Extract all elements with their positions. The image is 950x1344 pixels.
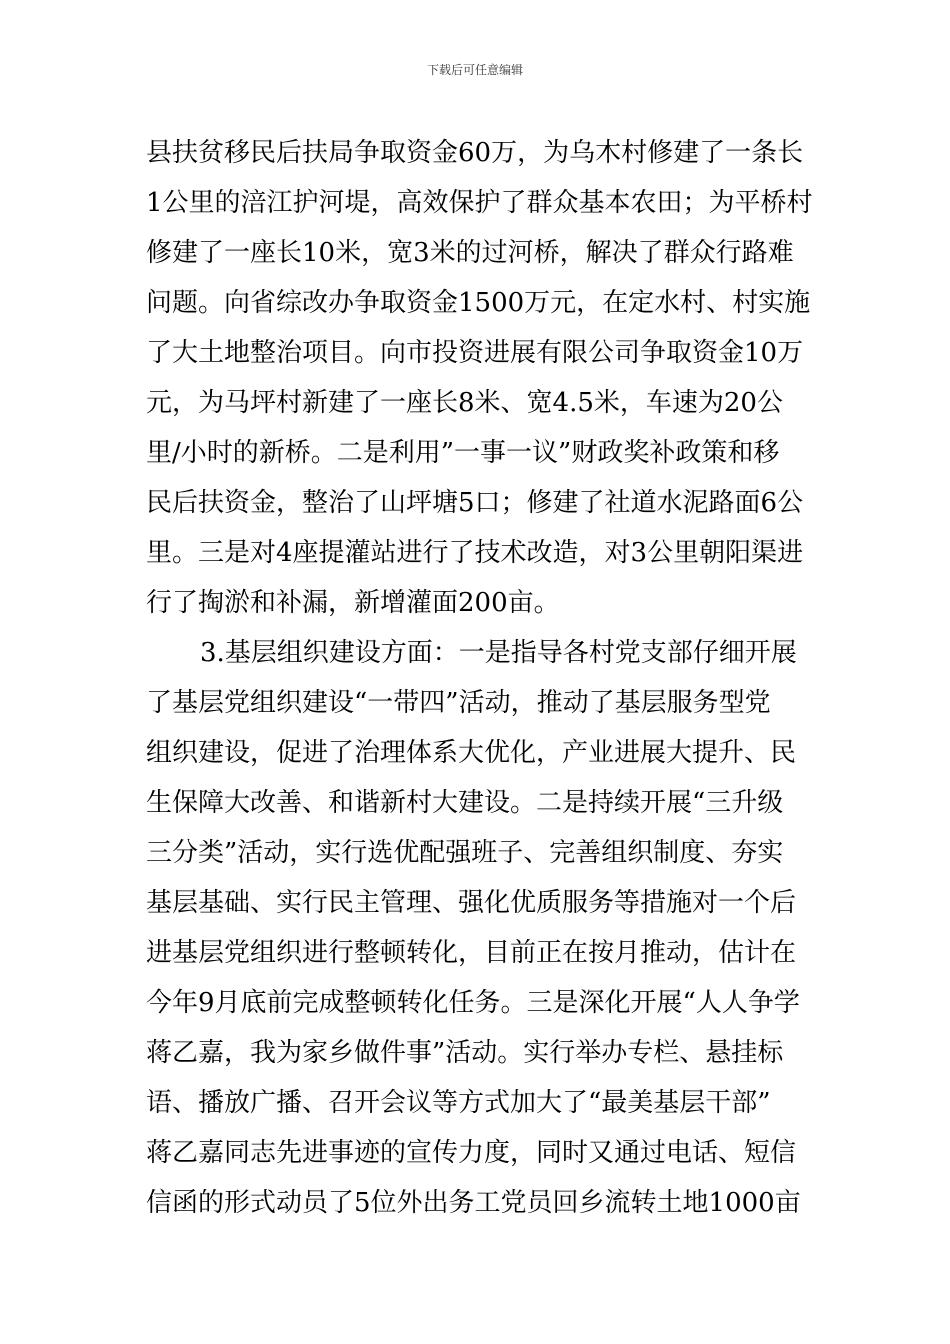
text-line: 今年9月底前完成整顿转化任务。三是深化开展“人人争学 [146,988,800,1018]
text-line: 组织建设，促进了治理体系大优化，产业进展大提升、民 [146,738,797,768]
text-line: 语、播放广播、召开会议等方式加大了“最美基层干部” [146,1088,771,1118]
text-line: 了大土地整治项目。向市投资进展有限公司争取资金10万 [146,338,804,368]
page-header-note: 下载后可任意编辑 [426,63,523,77]
text-line: 蒋乙嘉，我为家乡做件事”活动。实行举办专栏、悬挂标 [146,1038,784,1068]
text-line: 基层基础、实行民主管理、强化优质服务等措施对一个后 [146,888,797,918]
text-line: 行了掏淤和补漏，新增灌面200亩。 [146,588,560,618]
text-line: 三分类”活动，实行选优配强班子、完善组织制度、夯实 [146,838,784,868]
text-line: 元，为马坪村新建了一座长8米、宽4.5米，车速为20公 [146,388,783,418]
text-line: 进基层党组织进行整顿转化，目前正在按月推动，估计在 [146,938,797,968]
text-line: 县扶贫移民后扶局争取资金60万，为乌木村修建了一条长 [146,138,804,168]
document-body [146,128,816,1228]
text-line: 民后扶资金，整治了山坪塘5口；修建了社道水泥路面6公 [146,488,804,518]
text-line: 生保障大改善、和谐新村大建设。二是持续开展“三升级 [146,788,784,818]
text-line: 里。三是对4座提灌站进行了技术改造，对3公里朝阳渠进 [146,538,804,568]
text-line: 问题。向省综改办争取资金1500万元，在定水村、村实施 [146,288,811,318]
text-line: 1公里的涪江护河堤，高效保护了群众基本农田；为平桥村 [146,188,813,218]
paragraph-start-line: 3.基层组织建设方面：一是指导各村党支部仔细开展 [200,638,797,668]
text-line: 蒋乙嘉同志先进事迹的宣传力度，同时又通过电话、短信 [146,1138,797,1168]
text-line: 了基层党组织建设“一带四”活动，推动了基层服务型党 [146,688,771,718]
text-line: 里/小时的新桥。二是利用”一事一议”财政奖补政策和移 [146,438,780,468]
text-line: 信函的形式动员了5位外出务工党员回乡流转土地1000亩 [146,1188,801,1218]
text-line: 修建了一座长10米，宽3米的过河桥，解决了群众行路难 [146,238,794,268]
